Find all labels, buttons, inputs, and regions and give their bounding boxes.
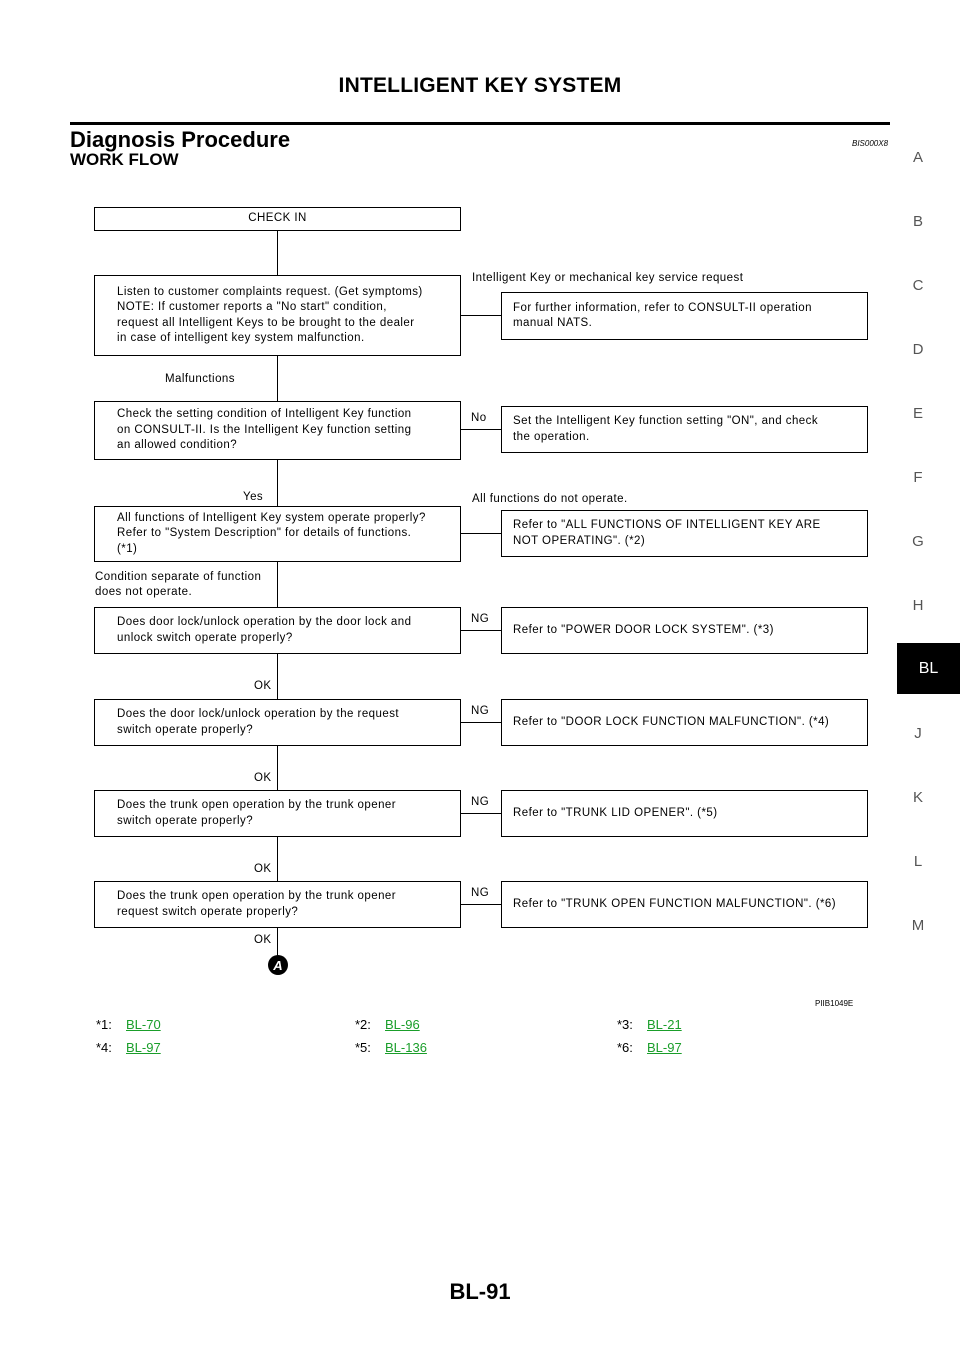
label-ng: NG (471, 705, 490, 717)
branch-line (460, 722, 501, 723)
reference-link[interactable]: BL-21 (647, 1017, 682, 1032)
reference-item (96, 1040, 161, 1055)
reference-key: *4: (96, 1040, 112, 1055)
flow-box-consult-info: For further information, refer to CONSULT-II operation manual NATS. (501, 292, 868, 340)
label-all-not-operate: All functions do not operate. (472, 493, 628, 505)
side-index-h[interactable]: H (912, 597, 924, 614)
branch-line (460, 315, 501, 316)
side-index-bl-active[interactable]: BL (897, 643, 960, 694)
flow-box-check-setting: Check the setting condition of Intelligent Key function on CONSULT-II. Is the Intelligent Key function setting an allowed condition? (94, 401, 461, 460)
side-index-e[interactable]: E (912, 405, 923, 422)
section-title: Diagnosis Procedure (70, 127, 291, 152)
connector-line (277, 745, 278, 790)
connector-line (277, 927, 278, 956)
flow-box-refer-power: Refer to "POWER DOOR LOCK SYSTEM". (*3) (501, 607, 868, 654)
page-number: BL-91 (449, 1279, 511, 1304)
flow-box-listen: Listen to customer complaints request. (Get symptoms) NOTE: If customer reports a "No start" condition, request all Intelligent Keys to be brought to the dealer in case of intelligent key system malfunction. (94, 275, 461, 356)
side-index-a[interactable]: A (912, 149, 923, 166)
branch-line (460, 904, 501, 905)
reference-link[interactable]: BL-97 (647, 1040, 682, 1055)
label-no: No (471, 412, 487, 424)
flow-box-refer-door-lock: Refer to "DOOR LOCK FUNCTION MALFUNCTION". (*4) (501, 699, 868, 746)
flow-box-trunk-opener: Does the trunk open operation by the trunk opener switch operate properly? (94, 790, 461, 837)
flow-box-door-request: Does the door lock/unlock operation by the request switch operate properly? (94, 699, 461, 746)
reference-key: *6: (617, 1040, 633, 1055)
label-ok: OK (254, 934, 272, 946)
flow-box-all-functions: All functions of Intelligent Key system operate properly? Refer to "System Description" for details of functions. (*1) (94, 506, 461, 562)
reference-link[interactable]: BL-97 (126, 1040, 161, 1055)
page-header-title: INTELLIGENT KEY SYSTEM (338, 74, 622, 97)
flow-box-set-function: Set the Intelligent Key function setting "ON", and check the operation. (501, 406, 868, 453)
label-ok: OK (254, 680, 272, 692)
flow-box-check-in: CHECK IN (94, 207, 461, 231)
connector-line (277, 355, 278, 401)
reference-link[interactable]: BL-96 (385, 1017, 420, 1032)
label-condition-separate: Condition separate of function does not operate. (95, 571, 262, 598)
side-index-c[interactable]: C (912, 277, 924, 294)
label-ng: NG (471, 796, 490, 808)
branch-line (460, 630, 501, 631)
connector-line (277, 230, 278, 275)
branch-line (460, 533, 501, 534)
label-service-request: Intelligent Key or mechanical key service request (472, 272, 744, 284)
header-rule (70, 122, 890, 125)
section-code: BIS000X8 (852, 139, 889, 148)
connector-line (277, 561, 278, 607)
side-index-k[interactable]: K (912, 789, 923, 806)
label-ng: NG (471, 887, 490, 899)
reference-item (617, 1017, 682, 1032)
label-ng: NG (471, 613, 490, 625)
label-ok: OK (254, 772, 272, 784)
label-malfunctions: Malfunctions (165, 373, 235, 385)
branch-line (460, 429, 501, 430)
side-index-b[interactable]: B (912, 213, 923, 230)
side-index-j[interactable]: J (914, 725, 922, 742)
subsection-title: WORK FLOW (70, 150, 179, 169)
connector-line (277, 836, 278, 881)
flow-box-trunk-request: Does the trunk open operation by the trunk opener request switch operate properly? (94, 881, 461, 928)
figure-code: PIIB1049E (815, 999, 854, 1008)
reference-item (617, 1040, 682, 1055)
side-index-d[interactable]: D (912, 341, 924, 358)
reference-link[interactable]: BL-136 (385, 1040, 427, 1055)
reference-key: *2: (355, 1017, 371, 1032)
reference-key: *3: (617, 1017, 633, 1032)
flow-box-refer-all: Refer to "ALL FUNCTIONS OF INTELLIGENT KEY ARE NOT OPERATING". (*2) (501, 510, 868, 557)
branch-line (460, 813, 501, 814)
side-index-f[interactable]: F (913, 469, 923, 486)
label-yes: Yes (243, 491, 264, 503)
side-index-g[interactable]: G (912, 533, 924, 550)
flow-box-refer-trunk-open: Refer to "TRUNK OPEN FUNCTION MALFUNCTION". (*6) (501, 881, 868, 928)
reference-key: *1: (96, 1017, 112, 1032)
reference-item (355, 1017, 420, 1032)
flow-box-door-switch: Does door lock/unlock operation by the door lock and unlock switch operate properly? (94, 607, 461, 654)
side-index-m[interactable]: M (911, 917, 925, 934)
end-marker-a: A (268, 955, 288, 975)
flow-box-refer-trunk-lid: Refer to "TRUNK LID OPENER". (*5) (501, 790, 868, 837)
reference-key: *5: (355, 1040, 371, 1055)
reference-item (355, 1040, 427, 1055)
reference-item (96, 1017, 161, 1032)
reference-link[interactable]: BL-70 (126, 1017, 161, 1032)
side-index-l[interactable]: L (913, 853, 923, 870)
connector-line (277, 459, 278, 506)
label-ok: OK (254, 863, 272, 875)
connector-line (277, 653, 278, 699)
